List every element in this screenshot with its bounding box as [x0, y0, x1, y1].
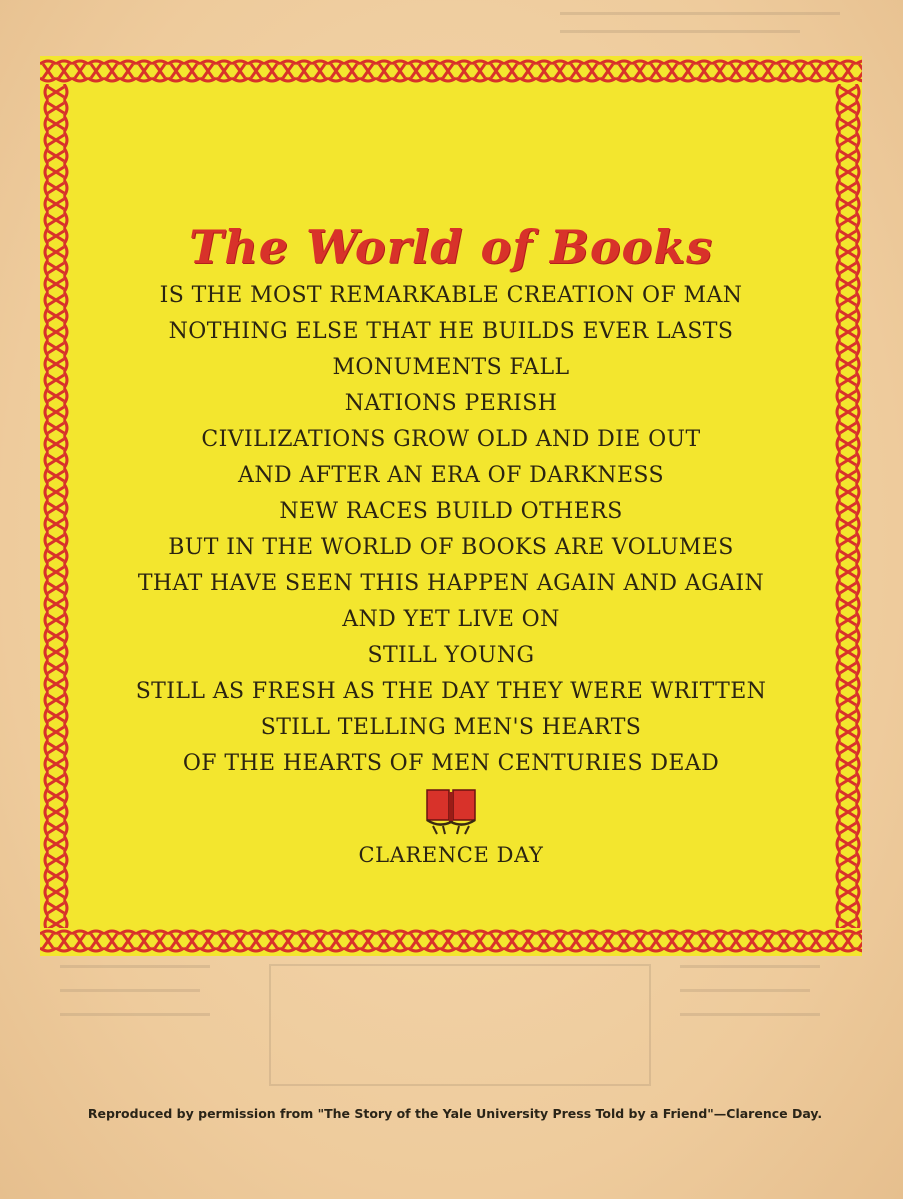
author-name: CLARENCE DAY: [358, 843, 544, 867]
poem-line: NOTHING ELSE THAT HE BUILDS EVER LASTS: [168, 319, 734, 344]
poem-line: NEW RACES BUILD OTHERS: [279, 499, 623, 524]
poem-title: The World of Books: [189, 220, 713, 274]
poem-line: MONUMENTS FALL: [332, 355, 570, 380]
poem-panel: [40, 56, 862, 956]
open-book-icon: [423, 786, 479, 838]
poem-line: OF THE HEARTS OF MEN CENTURIES DEAD: [182, 751, 720, 776]
permission-credit: Reproduced by permission from "The Story of the Yale University Press Told by a Friend"—Clarence Day.: [87, 1106, 823, 1121]
bleed-through-texture-top: [560, 8, 850, 55]
poem-line: NATIONS PERISH: [344, 391, 558, 416]
poem-line: THAT HAVE SEEN THIS HAPPEN AGAIN AND AGAIN: [137, 571, 765, 596]
decorative-border-top: [40, 56, 862, 86]
poem-line: STILL YOUNG: [367, 643, 535, 668]
poem-line: BUT IN THE WORLD OF BOOKS ARE VOLUMES: [168, 535, 734, 560]
poem-lines: [40, 278, 862, 782]
poem-line: AND AFTER AN ERA OF DARKNESS: [238, 463, 664, 488]
poem-line: AND YET LIVE ON: [342, 607, 560, 632]
poem-line: IS THE MOST REMARKABLE CREATION OF MAN: [159, 283, 743, 308]
bleed-through-texture-bottom: [60, 945, 840, 1095]
decorative-border-bottom: [40, 926, 862, 956]
poem-line: CIVILIZATIONS GROW OLD AND DIE OUT: [201, 427, 701, 452]
poem-line: STILL TELLING MEN'S HEARTS: [260, 715, 642, 740]
poem-line: STILL AS FRESH AS THE DAY THEY WERE WRITTEN: [135, 679, 767, 704]
